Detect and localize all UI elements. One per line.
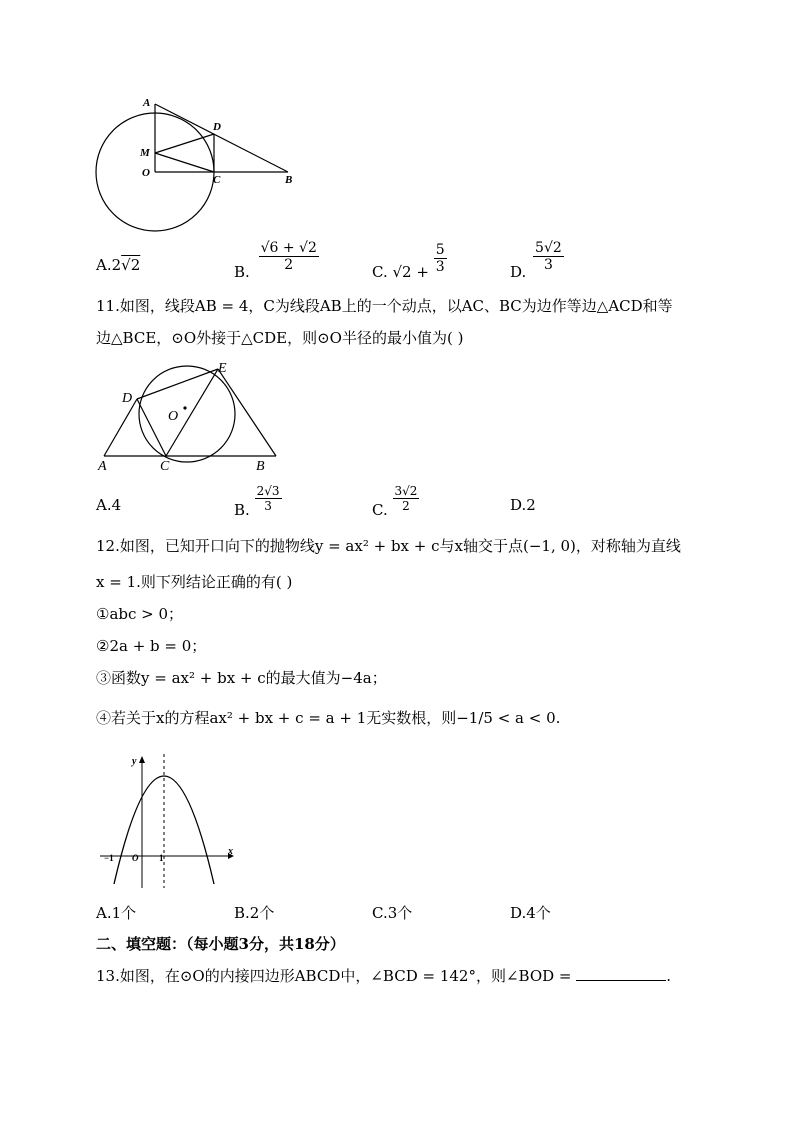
- option-letter: C.: [372, 500, 388, 519]
- option-letter: B.: [234, 262, 250, 281]
- option-letter: C.: [372, 904, 388, 922]
- q11-center-dot: [183, 406, 186, 409]
- q13-end: .: [666, 967, 672, 985]
- option-letter: B.: [234, 500, 250, 519]
- q12-label-x: x: [228, 846, 233, 857]
- q11-label-C: C: [160, 459, 170, 474]
- option-letter: D.: [510, 262, 527, 281]
- q10-label-D: D: [213, 121, 221, 133]
- option-letter: A.: [96, 256, 112, 274]
- q12-y-arrow: [139, 756, 145, 763]
- option-value: 2√2: [111, 256, 141, 274]
- q10-label-B: B: [285, 174, 293, 186]
- option-value: 4: [111, 496, 122, 514]
- q11-line1: 11.如图，线段AB = 4，C为线段AB上的一个动点，以AC、BC为边作等边△ACD和等: [96, 297, 673, 315]
- q12-label-neg1: −1: [104, 853, 114, 863]
- option-value: 2个: [249, 904, 275, 922]
- q12-conclusion-2: ②2a + b = 0；: [96, 637, 207, 655]
- option-value: $\frac{5√2}{3}$: [535, 240, 562, 273]
- option-value: $\frac{2√3}{3}$: [256, 484, 280, 513]
- q12-label-one: 1: [159, 853, 164, 863]
- q10-label-A: A: [143, 97, 151, 109]
- option-value: 3个: [387, 904, 413, 922]
- q12-option-b: [234, 902, 274, 923]
- q12-label-y: y: [132, 756, 137, 767]
- q11-line-EB: [218, 369, 276, 456]
- q10-label-O: O: [142, 167, 150, 179]
- option-letter: A.: [96, 904, 112, 922]
- q12-option-a: [96, 902, 136, 923]
- option-value: 2: [526, 496, 536, 514]
- q10-line-MD: [155, 134, 214, 153]
- option-value: $\frac{3√2}{2}$: [394, 484, 418, 513]
- q11-label-O: O: [168, 409, 179, 424]
- q11-option-a: [96, 496, 121, 514]
- q12-conclusion-1: ①abc > 0；: [96, 605, 184, 623]
- q12-graph: [96, 750, 242, 890]
- option-letter: B.: [234, 904, 250, 922]
- q10-figure: [90, 92, 310, 234]
- option-letter: A.: [96, 496, 112, 514]
- q12-label-O: O: [132, 853, 139, 863]
- option-value: $\frac{√6 + √2}{2}$: [260, 240, 317, 273]
- q13-answer-blank[interactable]: [576, 966, 666, 981]
- q11-line-AD: [104, 399, 137, 456]
- q11-label-E: E: [218, 361, 227, 376]
- option-value: $\frac{5}{3}$: [435, 242, 445, 275]
- q10-line-MC: [155, 153, 214, 172]
- q12-conclusion-3: ③函数y = ax² + bx + c的最大值为−4a；: [96, 669, 387, 687]
- option-letter: C.: [372, 262, 388, 281]
- q10-label-M: M: [140, 147, 150, 159]
- q13-question: [96, 966, 671, 986]
- q12-line1: 12.如图，已知开口向下的抛物线y = ax² + bx + c与x轴交于点(−1, 0)，对称轴为直线: [96, 537, 681, 555]
- q11-option-d: [510, 496, 536, 514]
- q11-figure: [92, 356, 292, 474]
- option-value: 1个: [111, 904, 137, 922]
- option-letter: D.: [510, 496, 527, 514]
- q12-line2: x = 1.则下列结论正确的有( ): [96, 573, 293, 591]
- q10-option-c: C. √2 + $\frac{5}{3}$: [372, 242, 445, 281]
- q10-label-C: C: [213, 174, 221, 186]
- q11-label-A: A: [98, 459, 107, 474]
- q11-option-b: [234, 484, 282, 519]
- q13-text: 13.如图，在⊙O的内接四边形ABCD中，∠BCD = 142°，则∠BOD =: [96, 967, 572, 985]
- option-value: 4个: [526, 904, 551, 922]
- q10-line-AB: [155, 104, 288, 172]
- q12-option-d: [510, 902, 551, 923]
- q10-option-b: [234, 240, 319, 281]
- q11-option-c: [372, 484, 419, 519]
- q11-label-D: D: [122, 391, 133, 406]
- q10-option-d: [510, 240, 564, 281]
- q11-label-B: B: [256, 459, 265, 474]
- q12-conclusion-4: ④若关于x的方程ax² + bx + c = a + 1无实数根，则−1/5 < a < 0.: [96, 709, 561, 727]
- q11-line2: 边△BCE，⊙O外接于△CDE，则⊙O半径的最小值为( ): [96, 329, 464, 347]
- q12-option-c: [372, 902, 412, 923]
- section-2-title: 二、填空题：（每小题3分，共18分）: [96, 935, 345, 953]
- option-letter: D.: [510, 904, 527, 922]
- q10-option-a: [96, 256, 140, 274]
